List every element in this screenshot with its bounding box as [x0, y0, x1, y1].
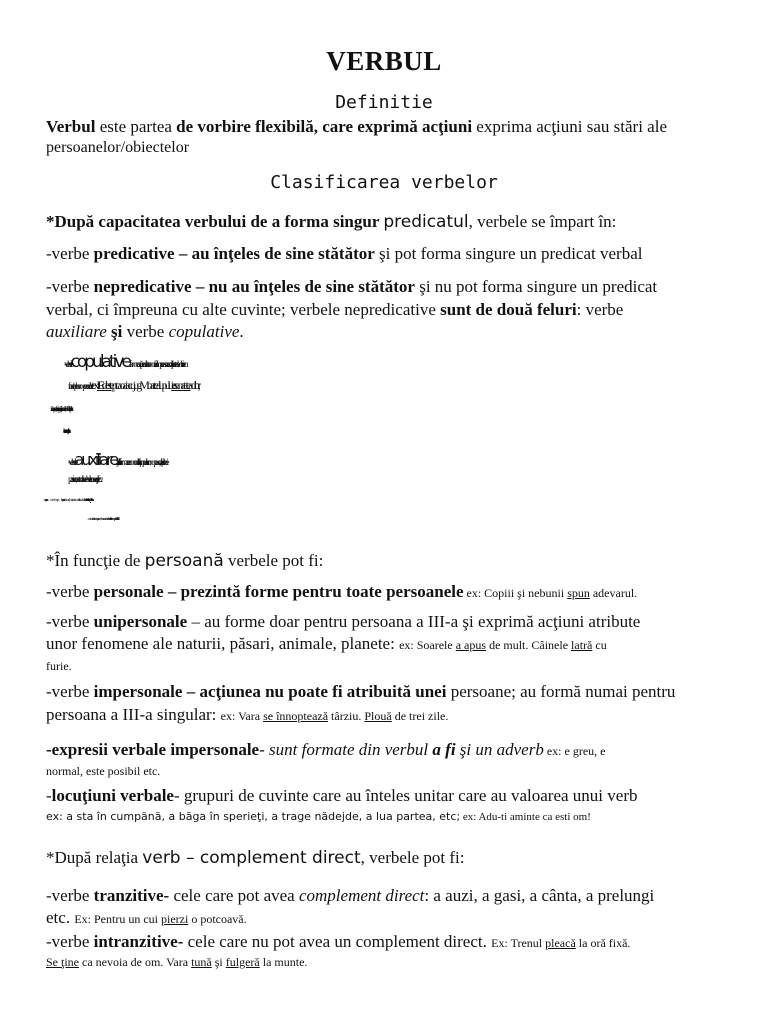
- verbe-tranzitive-line-2: etc. Ex: Pentru un cui pierzi o potcoavă.: [46, 908, 247, 927]
- definition-line-1: Verbul este partea de vorbire flexibilă, care exprimă acţiuni exprima acţiuni sau stări ale: [46, 117, 667, 136]
- verbe-unipersonale-line-3: furie.: [46, 659, 72, 673]
- locutiuni-verbale-line-1: -locuţiuni verbale- grupuri de cuvinte care au înteles unitar care au valoarea unui verb: [46, 786, 638, 805]
- section-complement-intro: *După relaţia verb – complement direct, verbele pot fi:: [46, 848, 465, 868]
- verbe-impersonale-line-2: persoana a III-a singular: ex: Vara se înnoptează târziu. Plouă de trei zile.: [46, 705, 449, 724]
- copulative-list-line-2: [68, 420, 768, 441]
- section-persoana-intro: *În funcţie de persoană verbele pot fi:: [46, 551, 324, 571]
- term-verbul: Verbul: [46, 117, 96, 136]
- verbe-intranzitive-line-2: Se ţine ca nevoia de om. Vara tună şi fulgeră la munte.: [46, 955, 308, 969]
- auxiliare-line-2: passive; sunt auxiliare verbele:-a avea, a fi, a vrea: [68, 475, 101, 485]
- verbe-unipersonale-line-1: -verbe unipersonale – au forme doar pentru persoana a III-a şi exprimă acţiuni atribute: [46, 612, 641, 631]
- page-title: VERBUL: [326, 46, 442, 76]
- locutiuni-verbale-line-2: ex: a sta în cumpănă, a băga în sperieţi, a trage nădejde, a lua partea, etc; ex: Adu-ti aminte ca esti om!: [46, 810, 591, 823]
- copulative-list-line-1: [68, 398, 768, 419]
- copulative-line-2: funcţie de nume predicativex: E destept ca oaia cu jug. Moartea lupului e sanatatea oilor.;: [68, 378, 198, 392]
- verbe-tranzitive-line-1: -verbe tranzitive- cele care pot avea complement direct: a auzi, a gasi, a cânta, a prelungi: [46, 886, 655, 905]
- heading-clasificare: Clasificarea verbelor: [270, 172, 498, 193]
- expresii-verbale-line-2: normal, este posibil etc.: [46, 764, 161, 778]
- auxiliare-line-1: -verbele auxiliare ajută la formarea modurilor şi timpurilor compuse, dar şi a diatezei: [68, 450, 167, 469]
- verbe-impersonale-line-1: -verbe impersonale – acţiunea nu poate fi atribuită unei persoane; au formă numai pentru: [46, 682, 676, 701]
- auxiliare-example-2: [116, 511, 768, 527]
- verbe-predicative: -verbe predicative – au înţeles de sine stătător şi pot forma singure un predicat verbal: [46, 244, 643, 263]
- verbe-intranzitive-line-1: -verbe intranzitive- cele care nu pot avea un complement direct. Ex: Trenul pleacă la oră fixă.: [46, 932, 631, 951]
- verbe-unipersonale-line-2: unor fenomene ale naturii, păsari, animale, planete: ex: Soarele a apus de mult. Câinele latră cu: [46, 634, 607, 653]
- heading-definitie: Definitie: [335, 92, 433, 113]
- copulative-example: ex: E destept ca oaia cu jug. Moartea lupului e sanatatea oilor.;: [91, 378, 198, 392]
- section-predicat-intro: *După capacitatea verbului de a forma singur predicatul, verbele se împart în:: [46, 212, 617, 232]
- auxiliare-example-1: Am: [90, 497, 91, 502]
- verbe-nepredicative-line-1: -verbe nepredicative – nu au înţeles de sine stătător şi nu pot forma singure un predicat: [46, 277, 658, 296]
- verbe-personale: -verbe personale – prezintă forme pentru toate persoanele ex: Copiii şi nebunii spun adevarul.: [46, 582, 638, 601]
- expresii-verbale-line-1: -expresii verbale impersonale- sunt formate din verbul a fi şi un adverb ex: e greu, e: [46, 740, 606, 759]
- verbe-nepredicative-line-3: auxiliare şi verbe copulative.: [46, 322, 244, 341]
- copulative-line-1: -verbele copulative-formează predicat nominal împreuna cu o altă parte de vorbire cu: [64, 352, 186, 372]
- definition-line-2: persoanelor/obiectelor: [46, 139, 190, 156]
- verbe-nepredicative-line-2: verbal, ci împreuna cu alte cuvinte; verbele nepredicative sunt de două feluri: verbe: [46, 300, 624, 319]
